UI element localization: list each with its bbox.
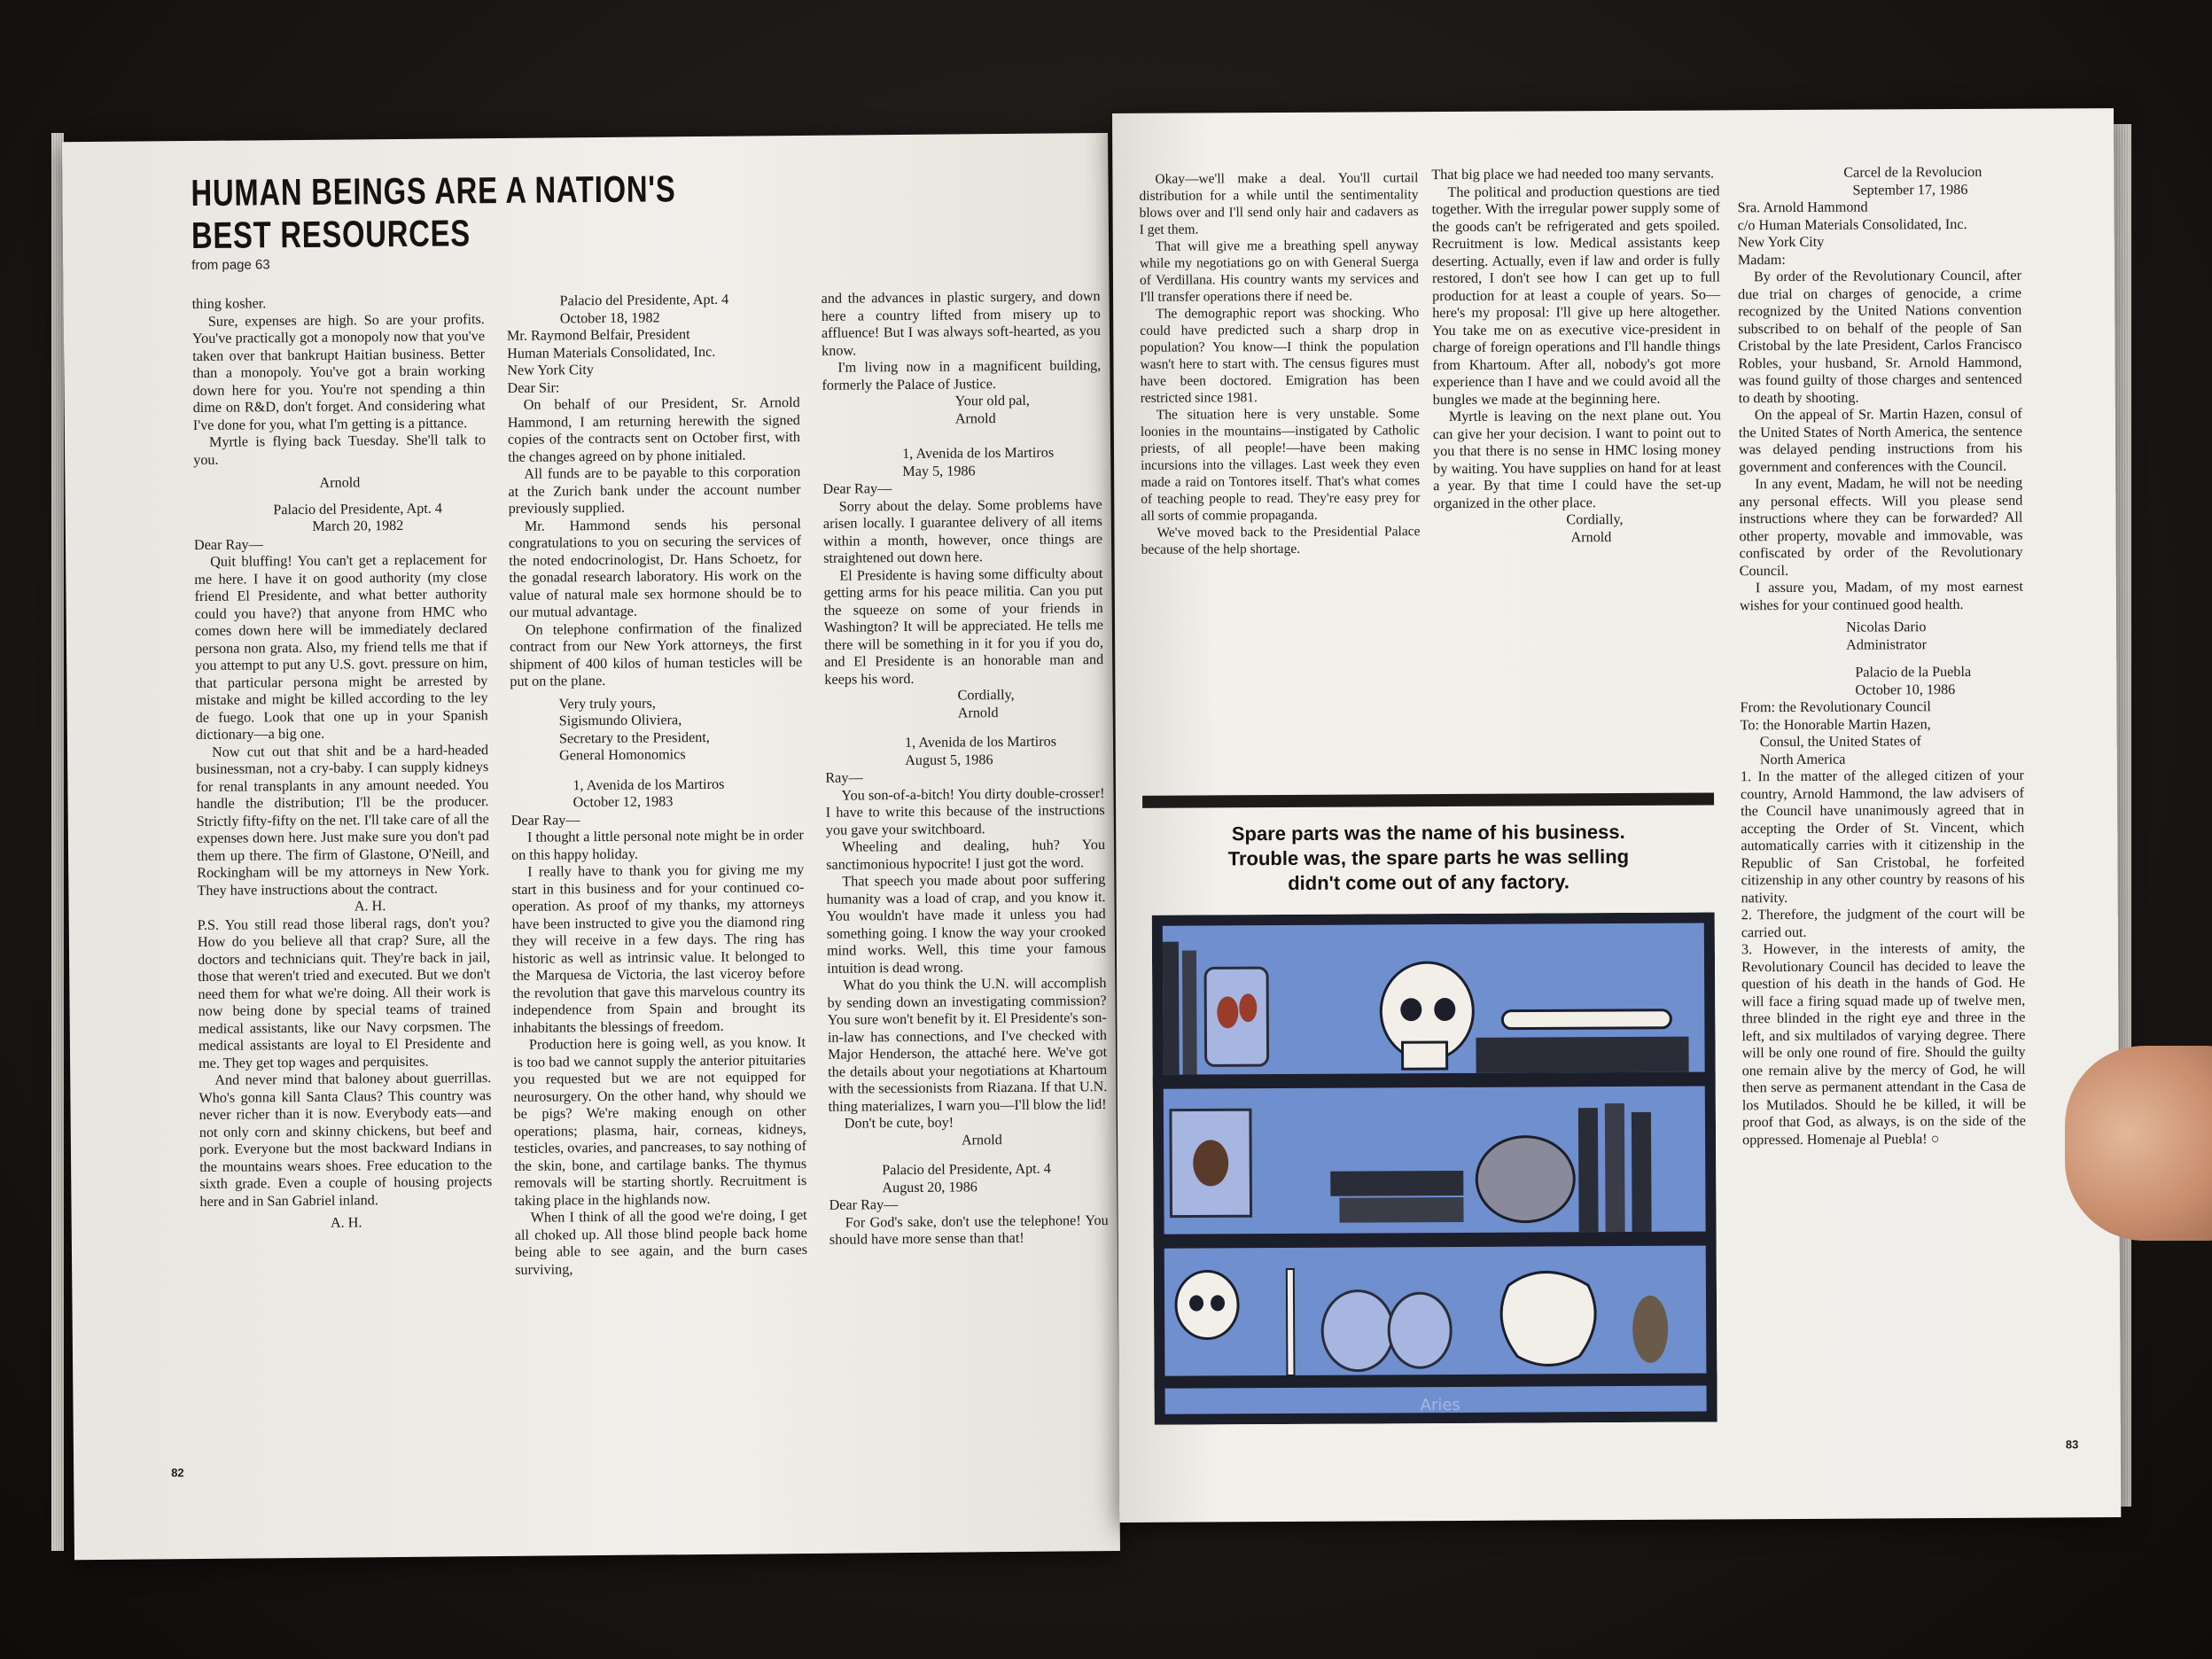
letter-address: 1, Avenida de los Martiros [902,444,1055,463]
caption-rule [1142,792,1714,807]
letter-address: 1, Avenida de los Martiros [572,775,725,793]
book-stack-icon [1476,1037,1688,1073]
closing: Cordially, [1566,510,1624,528]
book-icon [1578,1108,1599,1232]
paragraph: Now cut out that shit and be a hard-headed businessman, not a cry-baby. I can supply kidneys for renal transplants in any amount needed. You handle the distribution; I'll be the producer. Strictly fifty-fifty on the net. I'll take care of all the expenses down here. Just make sure you don't pad them up there. The firm of Glastone, O'Neill, and Rockingham will be my attorneys in New York. They have instructions about the contract. [196,741,490,899]
letter-address: Palacio del Presidente, Apt. 4 [273,500,443,518]
paragraph: 2. Therefore, the judgment of the court will be carried out. [1741,905,2025,940]
paragraph: I assure you, Madam, of my most earnest wishes for your continued good health. [1739,578,2023,613]
paragraph: Mr. Hammond sends his personal congratulations to you on securing the services of the noted endocrinologist, Dr. Hans Schoetz, for the gonadal research laboratory. His work on the value of natural male sex hormone should be to our mutual advantage. [508,515,802,620]
paragraph: thing kosher. [191,295,267,313]
signature: Arnold [954,409,996,427]
letter-date: October 18, 1982 [559,308,660,326]
letter-date: May 5, 1986 [902,462,976,479]
recipient: Human Materials Consolidated, Inc. [507,343,716,362]
signature: A. H. [354,898,386,915]
letter-address: 1, Avenida de los Martiros [904,733,1057,752]
paragraph: Quit bluffing! You can't get a replacement for me here. I have it on good authority (my close friend El Presidente, and what better authority could you have?) that anyone from HMC who comes down here will be immediately declared persona non grata. Also, my friend tells me that if you attempt to put any U.S. govt. pressure on him, that particular persona might be arrested by mistake and might be killed according to the ley de fuego. Look that one up in your Spanish dictionary—a big one. [194,551,488,744]
paragraph: What do you think the U.N. will accomplish by sending down an investigating commission? You sure won't benefit by it. El Presidente's son-in-law has connections, and I've checked with Major Henderson, the attaché here. We've got the details about your negotiations at Khartoum with the secessionists from Riazana. If that U.N. thing materializes, I warn you—I'll blow the lid! [827,975,1108,1115]
page-number: 83 [2065,1437,2079,1452]
caption-line: Spare parts was the name of his business. [1231,820,1625,845]
article-headline [191,167,676,257]
paragraph: Okay—we'll make a deal. You'll curtail distribution for a while until the sentimentality blows over and I'll send only hair and cadavers as I get them. [1139,170,1419,238]
paragraph: The demographic report was shocking. Who could have predicted such a sharp drop in population? You know—I think the population wasn't here to start with. The census figures must have been doctored. Emigration has been restricted since 1981. [1140,305,1420,406]
paragraph: and the advances in plastic surgery, and down here a country lifted from misery up to affluence! But I was always soft-hearted, as you know. [821,288,1102,359]
salutation: Dear Ray— [193,535,263,553]
recipient: c/o Human Materials Consolidated, Inc. [1737,215,1967,233]
paragraph: That big place we had needed too many servants. [1431,165,1715,183]
small-skull-icon [1176,1271,1238,1338]
recipient: Mr. Raymond Belfair, President [506,326,690,344]
letter-date: August 20, 1986 [882,1178,977,1196]
page-stack-left [51,133,64,1551]
page-number: 82 [171,1466,184,1480]
shelf-plank-2 [1154,1231,1717,1248]
signature: Arnold [961,1131,1002,1148]
closing: Very truly yours, [558,694,656,712]
right-page [1112,108,2121,1523]
paragraph: The situation here is very unstable. Some loonies in the mountains—instigated by Catholic priests, of all people!—have been making incursions into the villages. Last week they even made a raid on Tontores itself. That's what comes of teaching people to read. They're easy prey for all sorts of commie propaganda. [1140,406,1421,524]
letter-address: Palacio del Presidente, Apt. 4 [559,291,729,309]
right-column-2 [1431,165,1721,547]
paragraph: Wheeling and dealing, huh? You sanctimonious hypocrite! I just got the word. [826,837,1106,873]
signature-title: Secretary to the President, [558,728,710,746]
spare-parts-illustration [1152,912,1717,1424]
salutation: Dear Sir: [507,378,560,396]
artist-signature: Aries [1420,1395,1460,1415]
paragraph: 3. However, in the interests of amity, the Revolutionary Council has decided to leave the question of his death in the hands of God. He will face a firing squad made up of twelve men, three blinded in the right eye and three in the left, and six multilados of varying degree. There will be only one round of fire. Should the guilty one remain alive by the mercy of God, he will then serve as permanent attendant in the Casa de los Mutilados. Should he be killed, it will be proof that God, as always, is on the side of the oppressed. Homenaje al Puebla! ○ [1741,939,2027,1148]
closing: Cordially, [957,686,1015,704]
letter-date: September 17, 1986 [1852,181,1968,199]
right-column-3 [1737,164,2026,1149]
paragraph: And never mind that baloney about guerrillas. Who's gonna kill Santa Claus? This country was never richer than it is now. Everybody eats—and not only corn and skinny chickens, but beef and pork. Everyone but the most backward Indians in the mountains wears shoes. Free education to the sixth grade. Even a couple of housing projects here and in San Gabriel inland. [199,1070,493,1210]
letter-date: August 5, 1986 [905,751,993,768]
left-page [62,133,1120,1560]
bug-specimen-icon [1171,1110,1251,1216]
paragraph: When I think of all the good we're doing, I get all choked up. All those blind people back home being able to see again, and the burn cases surviving, [514,1207,808,1278]
salutation: Ray— [825,769,863,786]
paragraph: That will give me a breathing spell anyway while my negotiations go on with General Suerga of Verdillana. His country wants my services and I'll transfer operations there if need be. [1139,238,1420,305]
signature: A. H. [330,1214,362,1231]
paragraph: I thought a little personal note might be in order on this happy holiday. [511,827,804,863]
salutation: Dear Ray— [822,480,892,497]
memo-to: North America [1759,751,1846,767]
paragraph: I'm living now in a magnificent building, formerly the Palace of Justice. [822,357,1102,393]
continued-from: from page 63 [191,257,270,274]
paragraph: By order of the Revolutionary Council, after due trial on charges of genocide, a crime recognized by the United Nations convention subscribed to on behalf of the people of San Cristobal by the late President, Carlos Francisco Robles, your husband, Sr. Arnold Hammond, was found guilty of those charges and sentenced to death by shooting. [1738,267,2022,406]
illustration-caption [1142,819,1714,896]
flask-icon [1389,1293,1451,1367]
caption-line: didn't come out of any factory. [1288,870,1569,894]
book-icon [1632,1112,1652,1232]
signature-title: Administrator [1846,635,1928,653]
paragraph: We've moved back to the Presidential Palace because of the help shortage. [1141,524,1421,557]
paragraph: The political and production questions are tied together. With the irregular power supply some of the goods can't be refrigerated and gets spoiled. Recruitment is low. Medical assistants keep deserting. Actually, even if law and order is fully restored, I don't see how I can get up to full production for at least a couple of years. So—here's my proposal: I'll give up here altogether. You take me on as executive vice-president in charge of foreign operations and I'll handle things from Khartoum. After all, nobody's got more experience than I have and we could avoid all the bungles we made at the beginning here. [1431,182,1721,408]
paragraph: Sure, expenses are high. So are your profits. You've practically got a monopoly now that you've taken over that bankrupt Haitian business. Better than a monopoly. You've got a brain working down here for you. You're not spending a thin dime on R&D, don't forget. And considering what I've done for you, what I'm getting is a pittance. [191,310,486,433]
brain-icon [1476,1136,1575,1222]
paragraph: You son-of-a-bitch! You dirty double-crosser! I have to write this because of the instructions you gave your switchboard. [825,784,1105,838]
book-icon [1163,942,1180,1075]
recipient: New York City [507,362,594,378]
letter-address: Palacio del Presidente, Apt. 4 [882,1160,1051,1179]
pelvis-icon [1501,1272,1596,1366]
paragraph: Myrtle is flying back Tuesday. She'll talk to you. [193,432,487,468]
paragraph: 1. In the matter of the alleged citizen of your country, Arnold Hammond, the law advisers of the Council have unanimously agreed that in accepting the Order of St. Vincent, which automatically carries with it citizenship in the Republic of San Cristobal, he forfeited citizenship in any other country by reasons of his nativity. [1740,767,2025,906]
paragraph: That speech you made about poor suffering humanity was a load of crap, and you know it. You wouldn't have made it unless you had something going. I know the way your crooked mind works. Well, this time your famous intuition is dead wrong. [826,871,1107,977]
paragraph: P.S. You still read those liberal rags, don't you? How do you believe all that crap? Sure, all the doctors and technicians quit. They're back in jail, those that weren't tried and executed. But we don't need them for what we're doing. All their work is now being done by special teams of trained medical assistants, like our Navy corpsmen. The medical assistants are loyal to El Presidente and me. They get top wages and perquisites. [197,914,492,1071]
paragraph: On telephone confirmation of the finalized contract from our New York attorneys, the first shipment of 400 kilos of human testicles will be put on the plane. [509,619,803,689]
memo-to: Consul, the United States of [1759,733,1921,751]
holding-thumb [2065,1046,2212,1241]
memo-to: To: the Honorable Martin Hazen, [1740,715,1931,733]
specimen-jar-icon [1205,968,1268,1065]
left-column-3 [822,288,1109,1249]
caption-line: Trouble was, the spare parts he was selling [1227,845,1630,870]
recipient: New York City [1737,233,1825,251]
headline-line-2: BEST RESOURCES [191,212,471,257]
paragraph: El Presidente is having some difficulty about getting arms for his peace militia. Can you put the squeeze on some of your friends in Washington? It will be appreciated. He tells me there will be something in it for you if you do, and El Presidente is an honorable man and keeps his word. [823,565,1104,688]
signature: Nicolas Dario [1845,619,1927,635]
signature: Arnold [1570,528,1612,545]
salutation: Dear Ray— [829,1196,899,1213]
signature: Sigismundo Oliviera, [558,712,682,729]
paragraph: On behalf of our President, Sr. Arnold Hammond, I am returning herewith the signed copies of the contracts sent on October first, with the changes agreed on by phone initialed. [507,394,801,465]
flask-icon [1322,1290,1393,1370]
letter-address: Carcel de la Revolucion [1843,163,1982,181]
paragraph: On the appeal of Sr. Martin Hazen, consul of the United States of North America, the sentence was delayed pending instructions from his government and conferences with the Council. [1738,405,2023,475]
spine-bone-icon [1287,1269,1295,1375]
letter-date: March 20, 1982 [312,517,404,534]
paragraph: Sorry about the delay. Some problems have arisen locally. I guarantee delivery of all items within a month, however, once things are straightened out down here. [822,495,1103,566]
shelf-plank-1 [1153,1071,1716,1088]
letter-date: October 12, 1983 [572,793,674,811]
signature: Arnold [319,474,361,491]
left-column-1 [192,293,493,1233]
letter-address: Palacio de la Puebla [1855,663,1972,681]
book-icon [1339,1197,1463,1223]
book-icon [1182,951,1197,1075]
paragraph: I really have to thank you for giving me my start in this business and for your continued co-operation. As proof of my thanks, my attorneys have been instructed to give you the diamond ring they will receive in a few days. The ring has historic as well as intrinsic value. It belonged to the Marquesa de Victoria, the last viceroy before the revolution that gave this marvelous country its independence from Spain and brought its inhabitants the blessings of freedom. [511,861,806,1036]
closing: Your old pal, [954,392,1030,409]
signature: Arnold [957,704,999,721]
headline-line-1: HUMAN BEINGS ARE A NATION'S [191,167,676,214]
signature-title: General Homonomics [559,746,686,764]
organ-icon [1632,1296,1668,1363]
salutation: Madam: [1737,251,1786,268]
salutation: Dear Ray— [510,811,580,829]
letter-date: October 10, 1986 [1855,681,1956,698]
bone-icon [1502,1010,1671,1029]
paragraph: Myrtle is leaving on the next plane out. You can give her your decision. I want to point out to you that there is no sense in HMC losing money by waiting. You have supplies on hand for at least a year. By that time I could have the set-up organized in the other place. [1432,407,1722,511]
paragraph: Don't be cute, boy! [844,1114,954,1132]
memo-from: From: the Revolutionary Council [1740,698,1931,716]
paragraph: For God's sake, don't use the telephone! You should have more sense than that! [829,1211,1109,1248]
paragraph: All funds are to be payable to this corporation at the Zurich bank under the account number previously supplied. [508,463,801,517]
paragraph: Production here is going well, as you know. It is too bad we cannot supply the anterior pituitaries you requested but we are not equipped for neurosurgery. On the other hand, why should we be pigs? We're making enough on other operations; plasma, hair, corneas, kidneys, testicles, ovaries, and pancreases, to say nothing of the skin, bone, and cartilage banks. The thymus removals will be starting shortly. Recruitment is taking place in the highlands now. [513,1034,807,1209]
recipient: Sra. Arnold Hammond [1737,199,1868,216]
book-icon [1605,1103,1625,1232]
paragraph: In any event, Madam, he will not be needing any personal effects. Will you please send instructions where they can be forwarded? All other property, movable and immovable, was confiscated by order of the Revolutionary Council. [1739,474,2023,579]
left-column-2 [507,291,808,1279]
book-icon [1330,1171,1463,1196]
right-column-1 [1139,169,1420,558]
